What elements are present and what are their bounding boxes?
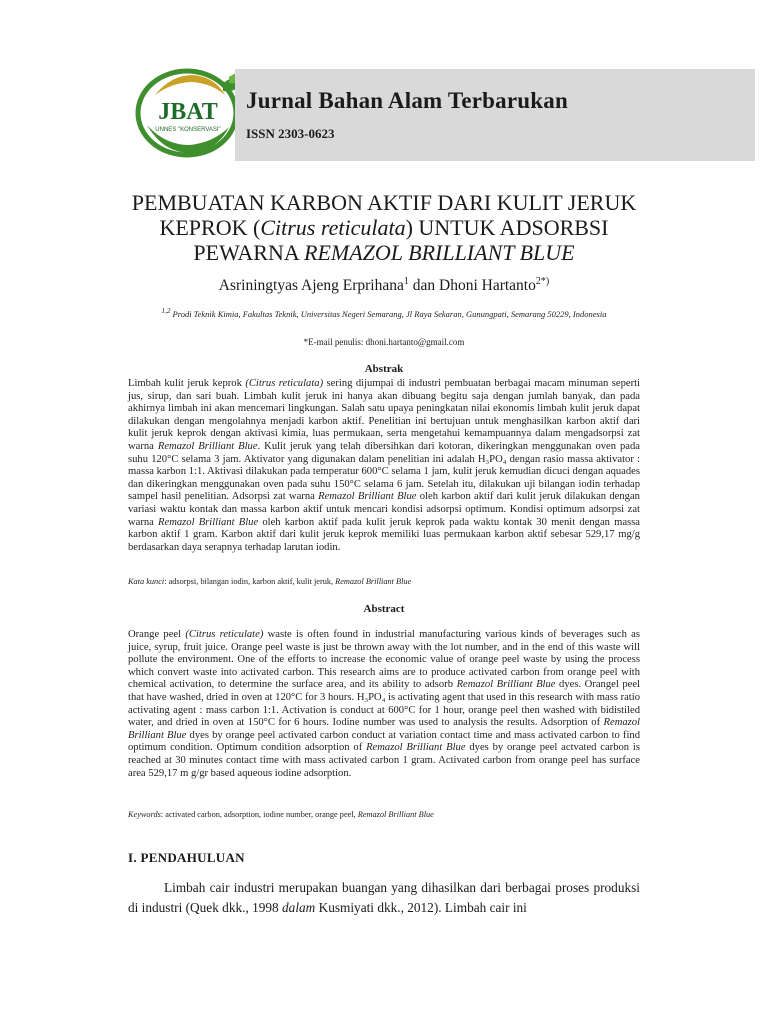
author-1: Asriningtyas Ajeng Erprihana [218, 277, 404, 295]
section-heading-pendahuluan: I. PENDAHULUAN [128, 850, 245, 865]
abstrak-heading: Abstrak [364, 363, 404, 375]
abstract-heading: Abstract [363, 603, 405, 615]
kata-kunci: Kata kunci: adsorpsi, bilangan iodin, karbon aktif, kulit jeruk, Remazol Brilliant Blue [128, 577, 412, 586]
journal-issn: ISSN 2303-0623 [246, 126, 335, 141]
header-bar [235, 69, 755, 161]
jbat-logo [133, 67, 245, 159]
paper-title [100, 190, 668, 265]
keywords: Keywords: activated carbon, adsorption, iodine number, orange peel, Remazol Brilliant Blue [128, 810, 434, 819]
section-body: Limbah cair industri merupakan buangan yang dihasilkan dari berbagai proses produksi di industri (Quek dkk., 1998 dalam Kusmiyati dkk., 2012). Limbah cair ini [128, 880, 640, 915]
affiliation: $^{1,2}$ Prodi Teknik Kimia, Fakultas Teknik, Universitas Negeri Semarang, Jl Raya Sekaran, Gunungpati, Semarang 50229, Indonesia [161, 307, 607, 319]
title-line-1: PEMBUATAN KARBON AKTIF DARI KULIT JERUK [131, 190, 637, 215]
title-line-2: KEPROK (Citrus reticulata) UNTUK ADSORBSI [159, 215, 609, 240]
authors: Asriningtyas Ajeng Erprihana$^1$ dan Dhoni Hartanto$^{2*)}$ [218, 276, 550, 295]
abstrak-body: Limbah kulit jeruk keprok (Citrus reticulata) sering dijumpai di industri pembuatan berbagai macam minuman seperti jus, sirup, dan sari buah. Limbah kulit jeruk ini hanya akan dibuang begitu saja dengan jumlah banyak, dan pada akhirnya limbah ini akan mencemari lingkungan. Salah satu upaya peningkatan nilai ekonomis limbah kulit jeruk dapat dilakukan dengan mengolahnya menjadi karbon aktif. Penelitian ini bertujuan untuk menghasilkan karbon aktif dari kulit jeruk keprok dengan aktivasi kimia, luas permukaan, serta mengetahui kemampuannya dalam mengadsorpsi zat warna Remazol Brilliant Blue. Kulit jeruk yang telah dibersihkan dari kotoran, dikeringkan menggunakan oven pada suhu 120°C selama 3 jam. Aktivator yang digunakan dalam penelitian ini adalah H₃PO₄ dengan rasio massa aktivator : massa karbon 1:1. Aktivasi dilakukan pada temperatur 600°C selama 1 jam, kulit jeruk kemudian dicuci dengan aquades dan dikeringkan menggunakan oven pada suhu 150°C selama 6 jam. Setelah itu, dilakukan uji bilangan iodin terhadap sampel hasil penelitian. Adsorpsi zat warna Remazol Brilliant Blue oleh karbon aktif dari kulit jeruk dilakukan dengan variasi waktu kontak dan massa karbon aktif untuk mencari kondisi adsorpsi optimum. Kondisi optimum adsorpsi zat warna Remazol Brilliant Blue oleh karbon aktif pada kulit jeruk keprok pada waktu kontak 30 menit dengan massa karbon aktif 1 gram. Karbon aktif dari kulit jeruk keprok memiliki luas permukaan karbon aktif sebesar 529,17 mg/g berdasarkan daya serapnya terhadap larutan iodin. [128, 378, 640, 553]
journal-title: Jurnal Bahan Alam Terbarukan [246, 88, 568, 113]
logo-text: JBAT [158, 99, 218, 125]
abstract-body: Orange peel (Citrus reticulate) waste is often found in industrial manufacturing various kinds of beverages such as juice, syrup, fruit juice. Orange peel waste is just be thrown away with the lot number, and in the end of this waste will pollute the environment. One of the efforts to increase the economic value of orange peel waste by using the process which convert waste into activated carbon. This research aims are to produce activated carbon from orange peel with chemical activation, to determine the surface area, and its ability to adsorb Remazol Brilliant Blue dyes. Orangel peel that have washed, dried in oven at 120°C for 3 hours. H₃PO₄ is activating agent that used in this research with mass ratio activating agent : mass carbon 1:1. Activation is conduct at 600°C for 1 hour, orange peel then washed with bidistiled water, and dried in oven at 150°C for 6 hours. Iodine number was used to analysis the results. Adsorption of Remazol Brilliant Blue dyes by orange peel activated carbon conduct at variation contact time and mass activated carbon to find optimum condition. Optimum condition adsorption of Remazol Brilliant Blue dyes by orange peel actvated carbon is reached at 30 minutes contact time with mass activated carbon 1 gram. Activated carbon from orange peel has surface area 529,17 m g/gr based aqueous iodine adsorption. [128, 629, 640, 779]
title-line-3: PEWARNA REMAZOL BRILLIANT BLUE [193, 240, 575, 265]
author-email: *E-mail penulis: dhoni.hartanto@gmail.com [303, 337, 465, 347]
logo-subtext: UNNES "KONSERVASI" [155, 127, 221, 133]
author-2: Dhoni Hartanto [439, 277, 536, 295]
